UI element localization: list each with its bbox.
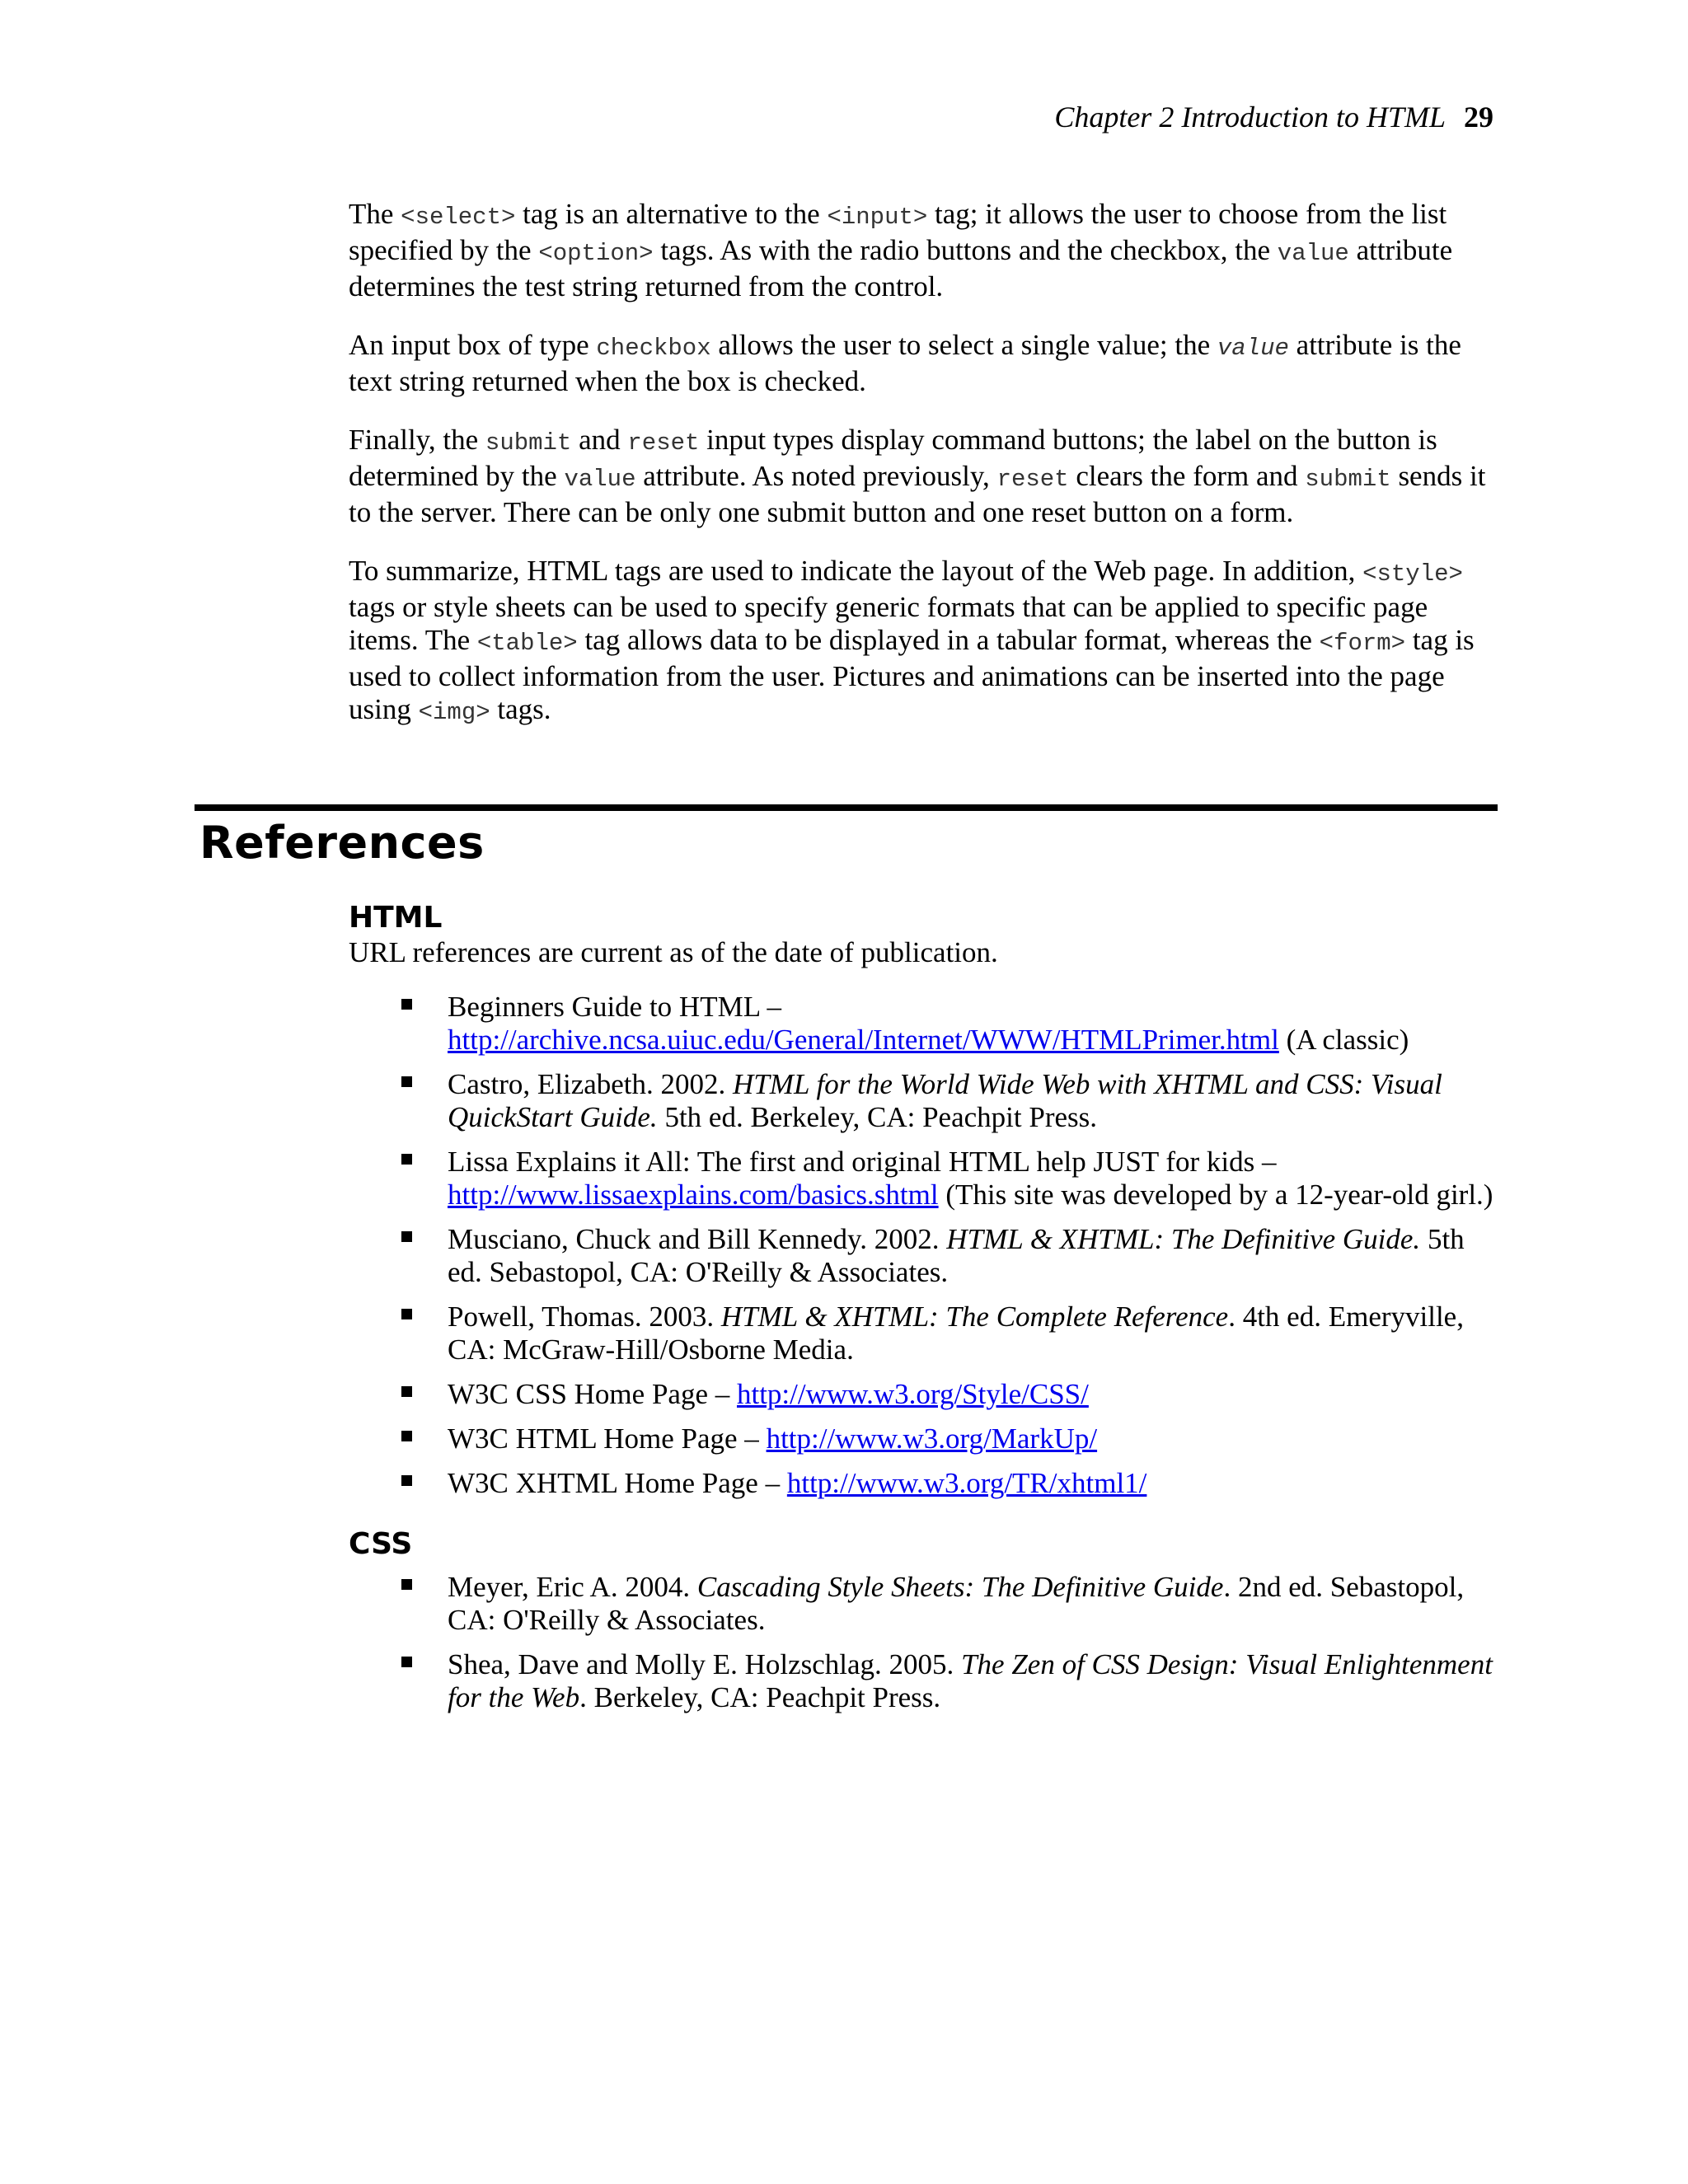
bullet-icon xyxy=(401,999,412,1010)
code-option: <option> xyxy=(538,240,654,267)
ref-title: HTML for the World Wide Web with XHTML and CSS: Visual QuickStart Guide. xyxy=(448,1068,1442,1133)
ref-text: 5th ed. Berkeley, CA: Peachpit Press. xyxy=(657,1101,1098,1133)
ref-link[interactable]: http://www.w3.org/Style/CSS/ xyxy=(736,1378,1089,1410)
references-section xyxy=(349,900,1503,1726)
list-item xyxy=(349,1223,1503,1289)
bullet-icon xyxy=(401,1386,412,1397)
paragraph-select xyxy=(349,198,1503,303)
text-run: attribute. As noted previously, xyxy=(635,460,997,492)
list-item xyxy=(349,1301,1503,1366)
text-run: tags. xyxy=(490,693,551,725)
list-item xyxy=(349,1571,1503,1637)
text-run: tag is an alternative to the xyxy=(515,198,828,230)
text-run: The xyxy=(349,198,401,230)
code-submit: submit xyxy=(1305,466,1391,493)
text-run: and xyxy=(571,424,628,456)
html-subheading: HTML xyxy=(349,901,443,935)
list-item xyxy=(349,1648,1503,1714)
paragraph-summary xyxy=(349,555,1503,729)
list-item xyxy=(349,1467,1503,1500)
ref-text: . 2nd ed. Sebastopol, CA: O'Reilly & Associates. xyxy=(448,1571,1465,1636)
code-form: <form> xyxy=(1319,630,1406,657)
code-value-italic: value xyxy=(1217,335,1289,362)
running-header xyxy=(1054,97,1493,137)
text-run: sends it to the server. There can be only one submit button and one reset button on a form. xyxy=(349,460,1486,528)
text-run: Finally, the xyxy=(349,424,485,456)
ref-text: Castro, Elizabeth. 2002. xyxy=(448,1068,734,1100)
ref-text: Musciano, Chuck and Bill Kennedy. 2002. xyxy=(448,1223,947,1255)
code-reset: reset xyxy=(996,466,1069,493)
ref-text: Meyer, Eric A. 2004. xyxy=(448,1571,697,1603)
bullet-icon xyxy=(401,1076,412,1087)
bullet-icon xyxy=(401,1231,412,1242)
section-divider xyxy=(195,804,1498,811)
ref-link[interactable]: http://www.lissaexplains.com/basics.shtml xyxy=(448,1179,939,1211)
ref-text: . 4th ed. Emeryville, CA: McGraw-Hill/Osborne Media. xyxy=(448,1301,1464,1366)
code-img: <img> xyxy=(418,699,490,726)
code-value: value xyxy=(1277,240,1349,267)
chapter-title: Chapter 2 Introduction to HTML xyxy=(1054,101,1446,134)
list-item xyxy=(349,1146,1503,1212)
css-reference-list xyxy=(349,1571,1503,1714)
list-item xyxy=(349,1378,1503,1411)
url-note: URL references are current as of the date of publication. xyxy=(349,936,998,968)
text-run: An input box of type xyxy=(349,329,597,361)
bullet-icon xyxy=(401,1154,412,1165)
ref-link[interactable]: http://www.w3.org/MarkUp/ xyxy=(766,1422,1098,1455)
text-run: tags or style sheets can be used to specify generic formats that can be applied to specific page items. The xyxy=(349,591,1428,656)
ref-text: W3C CSS Home Page – xyxy=(448,1378,737,1410)
code-reset: reset xyxy=(627,429,700,457)
text-run: tag is used to collect information from the user. Pictures and animations can be inserted into the page using xyxy=(349,624,1475,725)
code-submit: submit xyxy=(485,429,572,457)
bullet-icon xyxy=(401,1431,412,1441)
bullet-icon xyxy=(401,1657,412,1667)
references-heading: References xyxy=(199,817,485,869)
ref-text: W3C HTML Home Page – xyxy=(448,1422,767,1455)
page-number: 29 xyxy=(1464,101,1493,134)
ref-text: Shea, Dave and Molly E. Holzschlag. 2005. xyxy=(448,1648,962,1680)
text-run: To summarize, HTML tags are used to indicate the layout of the Web page. In addition, xyxy=(349,555,1363,587)
ref-text: (A classic) xyxy=(1278,1024,1409,1056)
text-run: tag allows data to be displayed in a tabular format, whereas the xyxy=(577,624,1320,656)
text-run: clears the form and xyxy=(1068,460,1306,492)
ref-link[interactable]: http://archive.ncsa.uiuc.edu/General/Internet/WWW/HTMLPrimer.html xyxy=(448,1024,1279,1056)
ref-title: Cascading Style Sheets: The Definitive Guide xyxy=(696,1571,1224,1603)
bullet-icon xyxy=(401,1579,412,1590)
code-input: <input> xyxy=(827,204,928,231)
ref-text: 5th ed. Sebastopol, CA: O'Reilly & Associates. xyxy=(448,1223,1465,1288)
list-item xyxy=(349,991,1503,1057)
code-table: <table> xyxy=(476,630,578,657)
ref-text: Powell, Thomas. 2003. xyxy=(448,1301,721,1333)
text-run: allows the user to select a single value; the xyxy=(710,329,1217,361)
text-run: tags. As with the radio buttons and the checkbox, the xyxy=(653,234,1278,266)
paragraph-submit-reset xyxy=(349,424,1503,529)
code-value: value xyxy=(564,466,636,493)
bullet-icon xyxy=(401,1475,412,1486)
ref-text: W3C XHTML Home Page – xyxy=(448,1467,787,1499)
ref-text: . Berkeley, CA: Peachpit Press. xyxy=(579,1681,941,1713)
text-run: tag; it allows the user to choose from the list specified by the xyxy=(349,198,1447,266)
css-subheading: CSS xyxy=(349,1527,413,1561)
list-item xyxy=(349,1422,1503,1455)
ref-text: (This site was developed by a 12-year-old girl.) xyxy=(938,1179,1493,1211)
ref-text: Beginners Guide to HTML – xyxy=(448,991,782,1023)
ref-title: HTML & XHTML: The Complete Reference xyxy=(720,1301,1229,1333)
body-text xyxy=(349,198,1503,755)
text-run: attribute is the text string returned when the box is checked. xyxy=(349,329,1461,397)
ref-title: The Zen of CSS Design: Visual Enlightenment for the Web xyxy=(448,1648,1493,1713)
code-style: <style> xyxy=(1362,560,1463,588)
ref-title: HTML & XHTML: The Definitive Guide. xyxy=(946,1223,1421,1255)
code-select: <select> xyxy=(401,204,516,231)
code-checkbox: checkbox xyxy=(596,335,711,362)
ref-text: Lissa Explains it All: The first and original HTML help JUST for kids – xyxy=(448,1146,1277,1178)
text-run: input types display command buttons; the label on the button is determined by the xyxy=(349,424,1437,492)
list-item xyxy=(349,1068,1503,1134)
paragraph-checkbox xyxy=(349,329,1503,398)
ref-link[interactable]: http://www.w3.org/TR/xhtml1/ xyxy=(786,1467,1147,1499)
html-reference-list xyxy=(349,991,1503,1500)
text-run: attribute determines the test string returned from the control. xyxy=(349,234,1453,302)
bullet-icon xyxy=(401,1309,412,1319)
